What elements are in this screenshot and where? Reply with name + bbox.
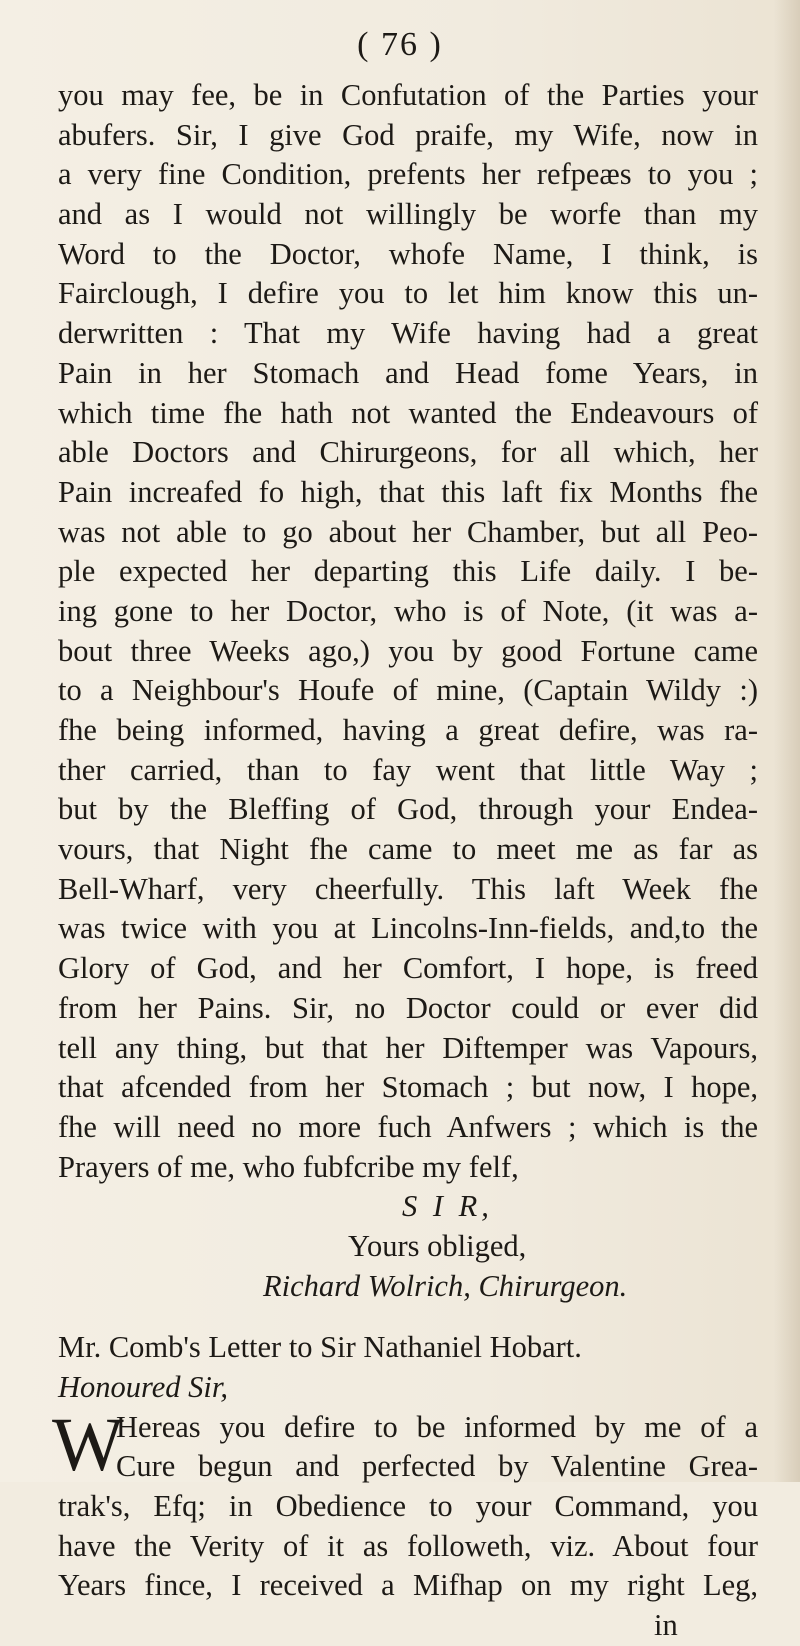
text-line: ing gone to her Doctor, who is of Note, (it was a- [58,593,758,628]
text-line: able Doctors and Chirurgeons, for all which, her [58,435,758,470]
page-number: ( 76 ) [357,26,443,63]
text-line: fhe being informed, having a great defire, was ra- [58,713,758,747]
closing-yours-obliged: Yours obliged, [348,1228,527,1263]
closing-sir: S I R, [402,1189,493,1224]
drop-cap: W [52,1402,124,1487]
text-line: ple expected her departing this Life daily. I be- [58,554,758,589]
body-text [52,76,758,1646]
text-line: but by the Bleffing of God, through your Endea- [58,792,758,827]
text-line: Fairclough, I defire you to let him know this un- [58,276,758,311]
text-line: ther carried, than to fay went that little Way ; [58,752,758,787]
text-line: Years fince, I received a Mifhap on my right Leg, [58,1568,758,1603]
text-line: that afcended from her Stomach ; but now, I hope, [58,1070,758,1105]
letter-heading: Mr. Comb's Letter to Sir Nathaniel Hobart. [58,1330,582,1365]
letter-comb [52,1402,758,1606]
text-line: Pain in her Stomach and Head fome Years, in [58,355,758,390]
text-line: from her Pains. Sir, no Doctor could or ever did [58,990,758,1025]
text-line: Glory of God, and her Comfort, I hope, is freed [58,951,758,986]
signature-text: Richard Wolrich, Chirurgeon. [263,1268,628,1303]
text-line: was twice with you at Lincolns-Inn-fields, and,to the [58,911,758,946]
text-line: Cure begun and perfected by Valentine Grea- [116,1449,758,1484]
letter-comb-lines [58,1408,758,1606]
text-line: and as I would not willingly be worfe than my [58,197,758,232]
text-line: you may fee, be in Confutation of the Parties your [58,78,758,112]
text-line: a very fine Condition, prefents her refpeæs to you ; [58,157,758,192]
text-line: fhe will need no more fuch Anfwers ; which is the [58,1109,758,1144]
text-line: tell any thing, but that her Diftemper was Vapours, [58,1030,758,1065]
letter-wolrich [58,76,758,1187]
catchword: in [654,1608,678,1643]
page-edge-shadow [774,0,800,1482]
text-line: Word to the Doctor, whofe Name, I think, is [58,236,758,271]
text-line: trak's, Efq; in Obedience to your Command, you [58,1489,758,1524]
text-line: Bell-Wharf, very cheerfully. This laft Week fhe [58,871,758,906]
text-line: derwritten : That my Wife having had a great [58,316,758,351]
text-line: Prayers of me, who fubfcribe my felf, [58,1149,519,1184]
signature-wolrich [58,1267,758,1307]
text-line: which time fhe hath not wanted the Endeavours of [58,395,758,430]
section-gap [58,1306,758,1328]
salutation: Honoured Sir, [58,1370,229,1404]
text-line: to a Neighbour's Houfe of mine, (Captain Wildy :) [58,673,758,708]
text-line: Pain increafed fo high, that this laft fix Months fhe [58,474,758,509]
text-line: was not able to go about her Chamber, but all Peo- [58,514,758,549]
text-line: vours, that Night fhe came to meet me as far as [58,832,758,867]
text-line: have the Verity of it as followeth, viz. About four [58,1528,758,1563]
text-line: Hereas you defire to be informed by me of a [116,1409,758,1444]
text-line: bout three Weeks ago,) you by good Fortune came [58,633,758,668]
text-line: abufers. Sir, I give God praife, my Wife, now in [58,117,758,152]
